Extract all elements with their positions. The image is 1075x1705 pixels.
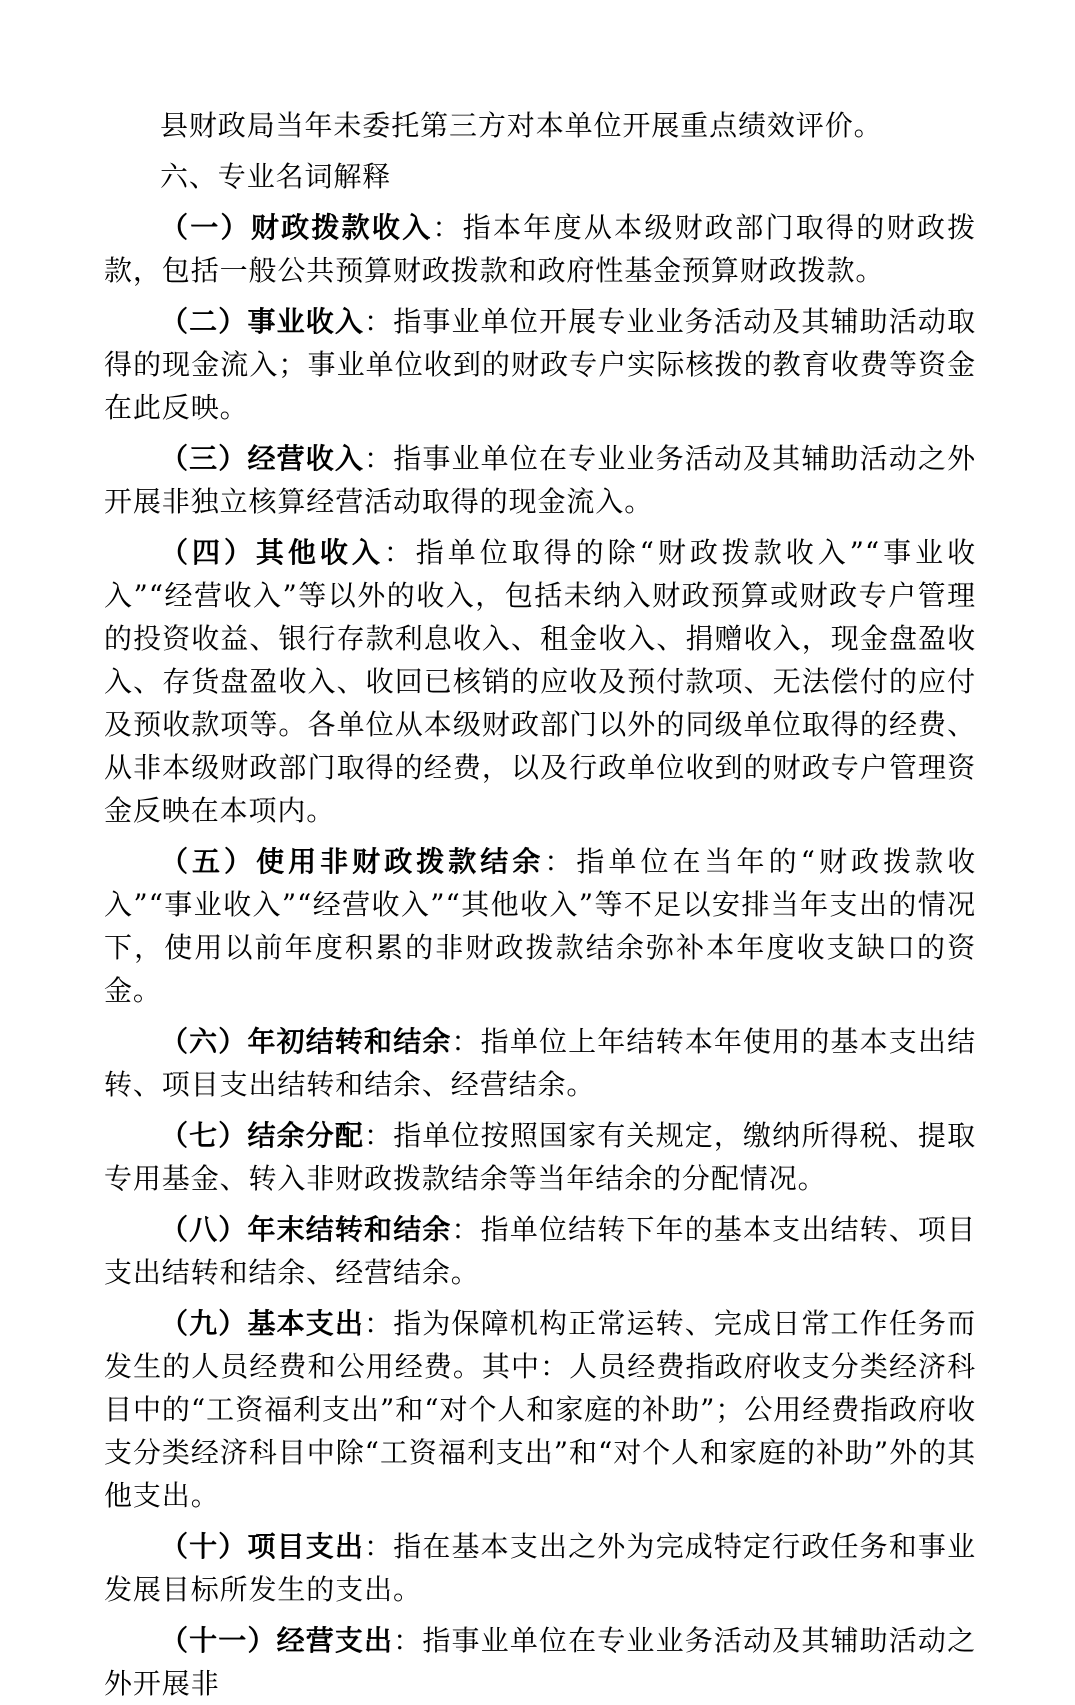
term-colon: ： bbox=[364, 1530, 394, 1563]
term-title: 经营收入 bbox=[247, 442, 365, 475]
term-colon: ： bbox=[393, 1624, 423, 1657]
term-definition: 指在基本支出之外为完成特定行政任务和事业发展目标所发生的支出。 bbox=[104, 1530, 976, 1606]
term-number: （十一） bbox=[160, 1624, 277, 1657]
term-title: 事业收入 bbox=[247, 305, 365, 338]
term-colon: ： bbox=[364, 305, 394, 338]
term-definition: 指本年度从本级财政部门取得的财政拨款，包括一般公共预算财政拨款和政府性基金预算财政拨款。 bbox=[104, 211, 977, 287]
term-definition: 指单位在当年的“财政拨款收入”“事业收入”“经营收入”“其他收入”等不足以安排当年支出的情况下，使用以前年度积累的非财政拨款结余弥补本年度收支缺口的资金。 bbox=[104, 845, 976, 1007]
term-title: 结余分配 bbox=[247, 1119, 365, 1152]
term-definition: 指单位取得的除“财政拨款收入”“事业收入”“经营收入”等以外的收入，包括未纳入财政预算或财政专户管理的投资收益、银行存款利息收入、租金收入、捐赠收入，现金盘盈收入、存货盘盈收入、收回已核销的应收及预付款项、无法偿付的应付及预收款项等。各单位从本级财政部门以外的同级单位取得的经费、从非本级财政部门取得的经费，以及行政单位收到的财政专户管理资金反映在本项内。 bbox=[104, 536, 977, 827]
term-number: （一） bbox=[160, 211, 251, 244]
term-number: （四） bbox=[160, 536, 256, 569]
term-colon: ： bbox=[364, 442, 394, 475]
term-number: （八） bbox=[160, 1213, 248, 1246]
term-colon: ： bbox=[364, 1119, 394, 1152]
term-title: 其他收入 bbox=[255, 536, 384, 569]
term-definition: 指为保障机构正常运转、完成日常工作任务而发生的人员经费和公用经费。其中：人员经费指政府收支分类经济科目中的“工资福利支出”和“对个人和家庭的补助”；公用经费指政府收支分类经济科目中除“工资福利支出”和“对个人和家庭的补助”外的其他支出。 bbox=[104, 1307, 976, 1512]
term-number: （九） bbox=[160, 1307, 248, 1340]
term-colon: ： bbox=[383, 536, 416, 569]
term-definition: 指单位上年结转本年使用的基本支出结转、项目支出结转和结余、经营结余。 bbox=[104, 1025, 976, 1101]
section-heading: 六、专业名词解释 bbox=[160, 160, 392, 193]
term-number: （六） bbox=[160, 1025, 248, 1058]
term-paragraph bbox=[104, 531, 976, 832]
term-title: 基本支出 bbox=[247, 1307, 365, 1340]
term-paragraph bbox=[104, 1619, 976, 1705]
intro-paragraph: 县财政局当年未委托第三方对本单位开展重点绩效评价。 bbox=[160, 109, 883, 142]
term-paragraph bbox=[104, 1525, 976, 1611]
term-number: （三） bbox=[160, 442, 248, 475]
term-colon: ： bbox=[451, 1213, 481, 1246]
term-paragraph bbox=[104, 1114, 976, 1200]
term-colon: ： bbox=[432, 211, 463, 244]
term-colon: ： bbox=[544, 845, 577, 878]
term-definition: 指单位按照国家有关规定，缴纳所得税、提取专用基金、转入非财政拨款结余等当年结余的分配情况。 bbox=[104, 1119, 976, 1195]
term-title: 财政拨款收入 bbox=[250, 211, 433, 244]
term-title: 使用非财政拨款结余 bbox=[256, 845, 545, 878]
term-definition: 指事业单位开展专业业务活动及其辅助活动取得的现金流入；事业单位收到的财政专户实际核拨的教育收费等资金在此反映。 bbox=[104, 305, 976, 424]
term-title: 年初结转和结余 bbox=[247, 1025, 452, 1058]
term-title: 年末结转和结余 bbox=[247, 1213, 452, 1246]
term-definition: 指单位结转下年的基本支出结转、项目支出结转和结余、经营结余。 bbox=[104, 1213, 976, 1289]
term-paragraph bbox=[104, 206, 976, 292]
term-definition: 指事业单位在专业业务活动及其辅助活动之外开展非独立核算经营活动取得的现金流入。 bbox=[104, 442, 976, 518]
term-colon: ： bbox=[451, 1025, 481, 1058]
term-title: 经营支出 bbox=[276, 1624, 394, 1657]
term-paragraph bbox=[104, 840, 976, 1012]
term-paragraph bbox=[104, 300, 976, 429]
term-number: （二） bbox=[160, 305, 248, 338]
term-paragraph bbox=[104, 1302, 976, 1517]
term-definition: 指事业单位在专业业务活动及其辅助活动之外开展非 bbox=[104, 1624, 976, 1700]
term-paragraph bbox=[104, 1208, 976, 1294]
document-page bbox=[104, 104, 976, 1705]
term-paragraph bbox=[104, 1020, 976, 1106]
term-number: （十） bbox=[160, 1530, 248, 1563]
term-title: 项目支出 bbox=[247, 1530, 365, 1563]
term-paragraph bbox=[104, 437, 976, 523]
term-number: （七） bbox=[160, 1119, 248, 1152]
term-colon: ： bbox=[364, 1307, 394, 1340]
term-number: （五） bbox=[160, 845, 257, 878]
